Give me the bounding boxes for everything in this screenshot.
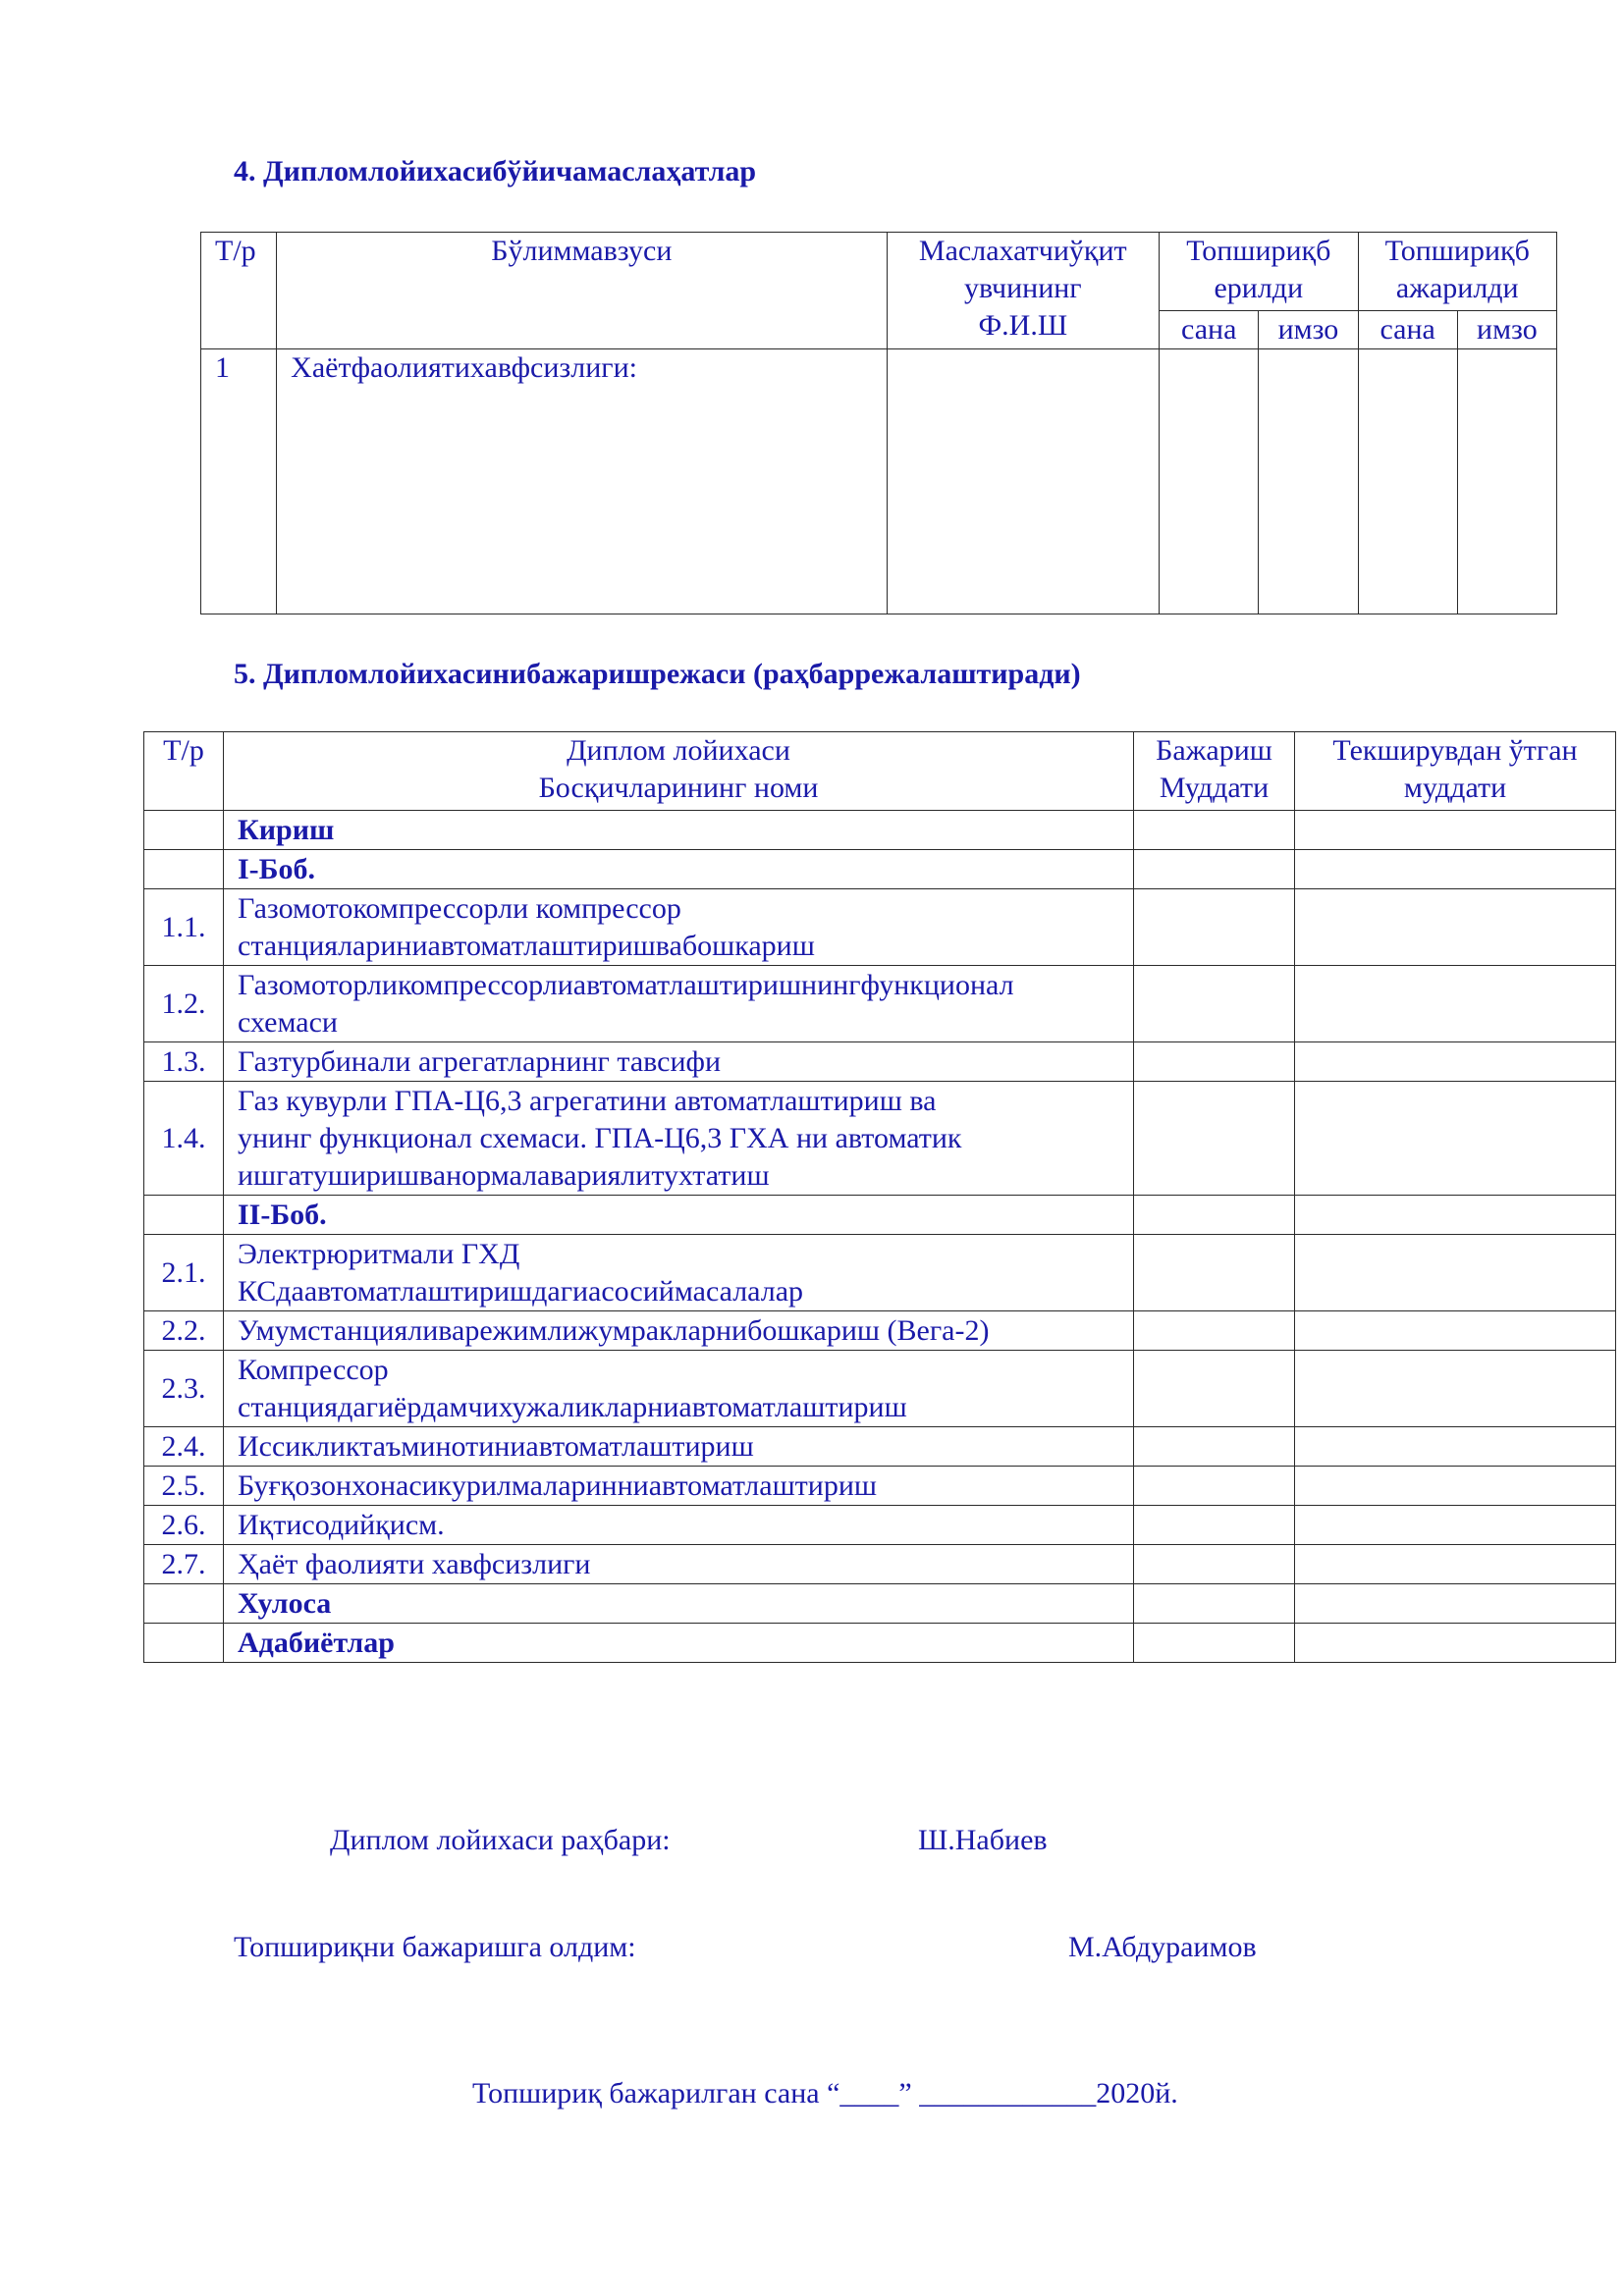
- header-consultant-line2: увчининг: [963, 272, 1082, 304]
- table-row: [144, 1311, 1616, 1351]
- row-stage: [224, 1235, 1134, 1311]
- header-given-line2: ерилди: [1214, 272, 1304, 304]
- plan-header-checked: [1295, 732, 1616, 811]
- plan-header-term-line1: Бажариш: [1156, 734, 1272, 767]
- row-stage: [224, 811, 1134, 850]
- table-row: [144, 1467, 1616, 1506]
- row-stage-line: Газомотокомпрессорли компрессор: [238, 891, 681, 925]
- row-checked: [1295, 1584, 1616, 1624]
- row-num: 2.7.: [144, 1545, 224, 1584]
- header-accepted-date: сана: [1358, 311, 1457, 349]
- row-consultant: [887, 349, 1160, 614]
- row-stage-line: станциялариниавтоматлаштиришвабошкариш: [238, 929, 815, 962]
- table-row: [144, 1082, 1616, 1196]
- row-stage-line: I-Боб.: [238, 852, 315, 885]
- plan-header-checked-line2: муддати: [1403, 772, 1507, 804]
- plan-header-stage: [224, 732, 1134, 811]
- row-stage: [224, 1624, 1134, 1663]
- row-num: 2.5.: [144, 1467, 224, 1506]
- row-checked: [1295, 1506, 1616, 1545]
- table-row: [144, 1624, 1616, 1663]
- row-checked: [1295, 1427, 1616, 1467]
- row-checked: [1295, 1545, 1616, 1584]
- row-num: 2.3.: [144, 1351, 224, 1427]
- row-stage: [224, 1351, 1134, 1427]
- plan-header-term: [1134, 732, 1295, 811]
- row-topic: Хаётфаолиятихавфсизлиги:: [277, 349, 887, 614]
- row-stage: [224, 1467, 1134, 1506]
- row-checked: [1295, 1042, 1616, 1082]
- row-num: [144, 1624, 224, 1663]
- header-accepted: [1358, 233, 1556, 311]
- row-stage: [224, 1584, 1134, 1624]
- plan-header-num: Т/р: [144, 732, 224, 811]
- header-topic: Бўлиммавзуси: [277, 233, 887, 349]
- row-checked: [1295, 1082, 1616, 1196]
- row-stage-line: Газомоторликомпрессорлиавтоматлаштиришнингфункционал: [238, 968, 1014, 1001]
- section4-heading: 4. Дипломлойихасибўйичамаслаҳатлар: [234, 155, 757, 187]
- row-stage: [224, 1427, 1134, 1467]
- row-checked: [1295, 966, 1616, 1042]
- row-num: 1.1.: [144, 889, 224, 966]
- table-row: [144, 1506, 1616, 1545]
- row-stage-line: Умумстанцияливарежимлижумракларнибошкариш (Вега-2): [238, 1313, 990, 1347]
- row-checked: [1295, 811, 1616, 850]
- row-term: [1134, 850, 1295, 889]
- header-num: Т/р: [201, 233, 277, 349]
- table-row: [144, 811, 1616, 850]
- section5-heading: 5. Дипломлойихасинибажаришрежаси (раҳбаррежалаштиради): [234, 658, 1081, 690]
- table-row: [144, 1427, 1616, 1467]
- row-given-date: [1160, 349, 1259, 614]
- row-term: [1134, 1196, 1295, 1235]
- row-term: [1134, 1351, 1295, 1427]
- table-row: [144, 850, 1616, 889]
- row-num: 2.6.: [144, 1506, 224, 1545]
- row-stage-line: КСдаавтоматлаштиришдагиасосиймасалалар: [238, 1274, 804, 1308]
- table-row: [144, 1042, 1616, 1082]
- row-checked: [1295, 889, 1616, 966]
- table-row: [144, 889, 1616, 966]
- row-checked: [1295, 850, 1616, 889]
- row-num: 1: [201, 349, 277, 614]
- plan-header-stage-line1: Диплом лойихаси: [567, 734, 790, 767]
- header-given: [1160, 233, 1358, 311]
- row-stage-line: Иқтисодийқисм.: [238, 1508, 445, 1541]
- student-name: М.Абдураимов: [1068, 1931, 1257, 1963]
- row-term: [1134, 1545, 1295, 1584]
- plan-header-term-line2: Муддати: [1159, 772, 1270, 804]
- row-term: [1134, 1082, 1295, 1196]
- table-row: [144, 1196, 1616, 1235]
- row-term: [1134, 1584, 1295, 1624]
- student-label: Топшириқни бажаришга олдим:: [234, 1931, 636, 1963]
- header-accepted-line2: ажарилди: [1395, 272, 1519, 304]
- row-accepted-date: [1358, 349, 1457, 614]
- row-stage-line: станциядагиёрдамчихужаликларниавтоматлаштириш: [238, 1390, 907, 1423]
- row-stage-line: унинг функционал схемаси. ГПА-Ц6,3 ГХА ни автоматик: [238, 1121, 962, 1154]
- row-stage-line: II-Боб.: [238, 1198, 327, 1231]
- header-given-line1: Топшириқб: [1186, 235, 1331, 267]
- row-stage: [224, 1042, 1134, 1082]
- table-row: [201, 349, 1557, 614]
- row-term: [1134, 1042, 1295, 1082]
- row-checked: [1295, 1235, 1616, 1311]
- row-stage: [224, 1196, 1134, 1235]
- row-stage-line: Кириш: [238, 813, 335, 846]
- row-stage-line: Газ кувурли ГПА-Ц6,3 агрегатини автоматлаштириш ва: [238, 1084, 937, 1117]
- row-stage-line: Хулоса: [238, 1586, 332, 1620]
- table-row: [144, 966, 1616, 1042]
- row-stage-line: схемаси: [238, 1005, 338, 1039]
- header-accepted-sign: имзо: [1457, 311, 1556, 349]
- row-stage: [224, 966, 1134, 1042]
- row-accepted-sign: [1457, 349, 1556, 614]
- row-stage-line: Электрюритмали ГХД: [238, 1237, 520, 1270]
- row-stage: [224, 1082, 1134, 1196]
- row-num: 2.2.: [144, 1311, 224, 1351]
- table-row: [144, 1584, 1616, 1624]
- row-checked: [1295, 1311, 1616, 1351]
- plan-table: [143, 731, 1616, 1663]
- header-given-date: сана: [1160, 311, 1259, 349]
- table-row: [144, 1545, 1616, 1584]
- row-stage-line: Адабиётлар: [238, 1626, 395, 1659]
- row-term: [1134, 1311, 1295, 1351]
- supervisor-name: Ш.Набиев: [918, 1824, 1048, 1856]
- row-stage-line: Газтурбинали агрегатларнинг тавсифи: [238, 1044, 721, 1078]
- row-num: [144, 1584, 224, 1624]
- row-checked: [1295, 1467, 1616, 1506]
- row-checked: [1295, 1351, 1616, 1427]
- row-stage-line: Иссикликтаъминотиниавтоматлаштириш: [238, 1429, 754, 1463]
- row-term: [1134, 966, 1295, 1042]
- consultation-table: [200, 232, 1557, 614]
- plan-header-stage-line2: Босқичларининг номи: [538, 772, 819, 804]
- row-given-sign: [1259, 349, 1358, 614]
- header-accepted-line1: Топшириқб: [1384, 235, 1530, 267]
- row-term: [1134, 1506, 1295, 1545]
- row-num: 2.4.: [144, 1427, 224, 1467]
- row-checked: [1295, 1196, 1616, 1235]
- completion-date-line: Топшириқ бажарилган сана “____” ____________2020й.: [472, 2077, 1178, 2109]
- plan-header-checked-line1: Текширувдан ўтган: [1332, 734, 1578, 767]
- row-num: 2.1.: [144, 1235, 224, 1311]
- header-consultant-line1: Маслахатчиўқит: [918, 235, 1127, 267]
- row-stage-line: Ҳаёт фаолияти хавфсизлиги: [238, 1547, 591, 1580]
- supervisor-label: Диплом лойихаси раҳбари:: [330, 1824, 671, 1856]
- row-term: [1134, 1235, 1295, 1311]
- row-stage-line: Компрессор: [238, 1353, 389, 1386]
- row-term: [1134, 1427, 1295, 1467]
- row-stage-line: ишгатуширишванормалавариялитухтатиш: [238, 1158, 770, 1192]
- row-stage: [224, 850, 1134, 889]
- row-stage: [224, 1545, 1134, 1584]
- table-row: [144, 1351, 1616, 1427]
- row-stage: [224, 1506, 1134, 1545]
- row-term: [1134, 889, 1295, 966]
- row-stage: [224, 1311, 1134, 1351]
- row-num: 1.4.: [144, 1082, 224, 1196]
- row-num: 1.3.: [144, 1042, 224, 1082]
- row-num: [144, 1196, 224, 1235]
- row-term: [1134, 811, 1295, 850]
- row-num: [144, 850, 224, 889]
- header-consultant-line3: Ф.И.Ш: [978, 309, 1068, 342]
- row-stage: [224, 889, 1134, 966]
- row-stage-line: Буғқозонхонасикурилмаларинниавтоматлаштириш: [238, 1468, 877, 1502]
- header-given-sign: имзо: [1259, 311, 1358, 349]
- table-row: [144, 1235, 1616, 1311]
- row-term: [1134, 1624, 1295, 1663]
- row-num: [144, 811, 224, 850]
- header-consultant: [887, 233, 1160, 349]
- row-term: [1134, 1467, 1295, 1506]
- row-checked: [1295, 1624, 1616, 1663]
- row-num: 1.2.: [144, 966, 224, 1042]
